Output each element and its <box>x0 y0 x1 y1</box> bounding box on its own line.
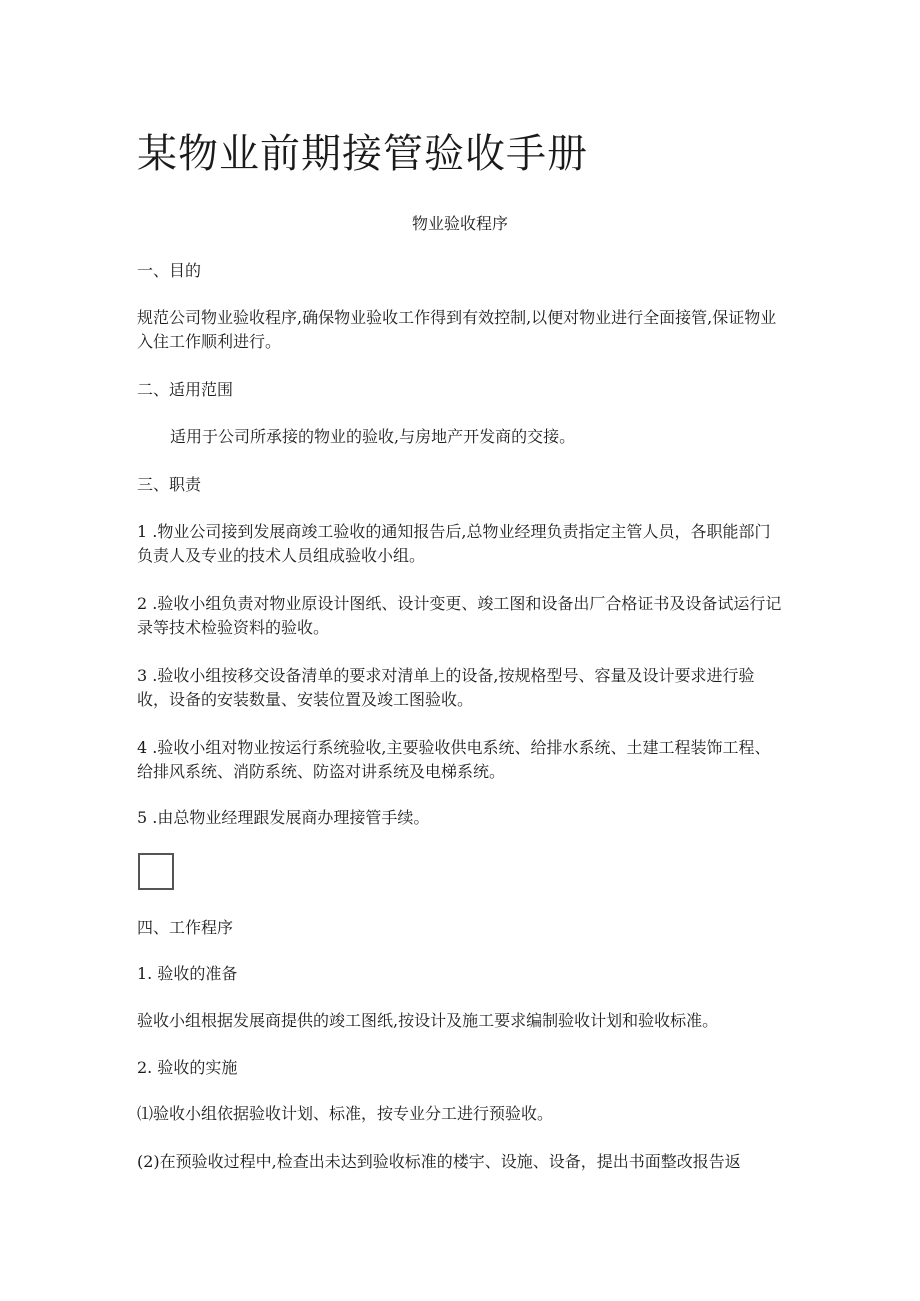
checkbox[interactable] <box>138 853 174 890</box>
duty-item-1: 1 .物业公司接到发展商竣工验收的通知报告后,总物业经理负责指定主管人员，各职能部门负责人及专业的技术人员组成验收小组。 <box>137 522 771 565</box>
procedure-sub-heading-preparation: 1. 验收的准备 <box>137 964 238 983</box>
procedure-item-2: (2)在预验收过程中,检查出未达到验收标准的楼宇、设施、设备，提出书面整改报告返 <box>137 1152 741 1171</box>
duty-item-5: 5 .由总物业经理跟发展商办理接管手续。 <box>137 808 430 827</box>
document-title: 某物业前期接管验收手册 <box>137 131 588 177</box>
duty-item-3: 3 .验收小组按移交设备清单的要求对清单上的设备,按规格型号、容量及设计要求进行验收，设备的安装数量、安装位置及竣工图验收。 <box>137 666 755 709</box>
section-heading-purpose: 一、目的 <box>137 261 202 280</box>
procedure-text-preparation: 验收小组根据发展商提供的竣工图纸,按设计及施工要求编制验收计划和验收标准。 <box>137 1011 719 1030</box>
section-heading-duties: 三、职责 <box>137 475 202 494</box>
duty-item-4: 4 .验收小组对物业按运行系统验收,主要验收供电系统、给排水系统、土建工程装饰工程、给排风系统、消防系统、防盗对讲系统及电梯系统。 <box>137 738 771 781</box>
document-subtitle: 物业验收程序 <box>411 214 508 233</box>
section-heading-scope: 二、适用范围 <box>137 380 234 399</box>
section-heading-procedure: 四、工作程序 <box>137 918 234 937</box>
procedure-item-1: ⑴验收小组依据验收计划、标准，按专业分工进行预验收。 <box>137 1104 554 1123</box>
duty-item-2: 2 .验收小组负责对物业原设计图纸、设计变更、竣工图和设备出厂合格证书及设备试运行记录等技术检验资料的验收。 <box>137 594 782 637</box>
procedure-sub-heading-implementation: 2. 验收的实施 <box>137 1058 238 1077</box>
section-text-scope: 适用于公司所承接的物业的验收,与房地产开发商的交接。 <box>170 427 576 446</box>
section-text-purpose: 规范公司物业验收程序,确保物业验收工作得到有效控制,以便对物业进行全面接管,保证物业入住工作顺利进行。 <box>137 308 777 351</box>
